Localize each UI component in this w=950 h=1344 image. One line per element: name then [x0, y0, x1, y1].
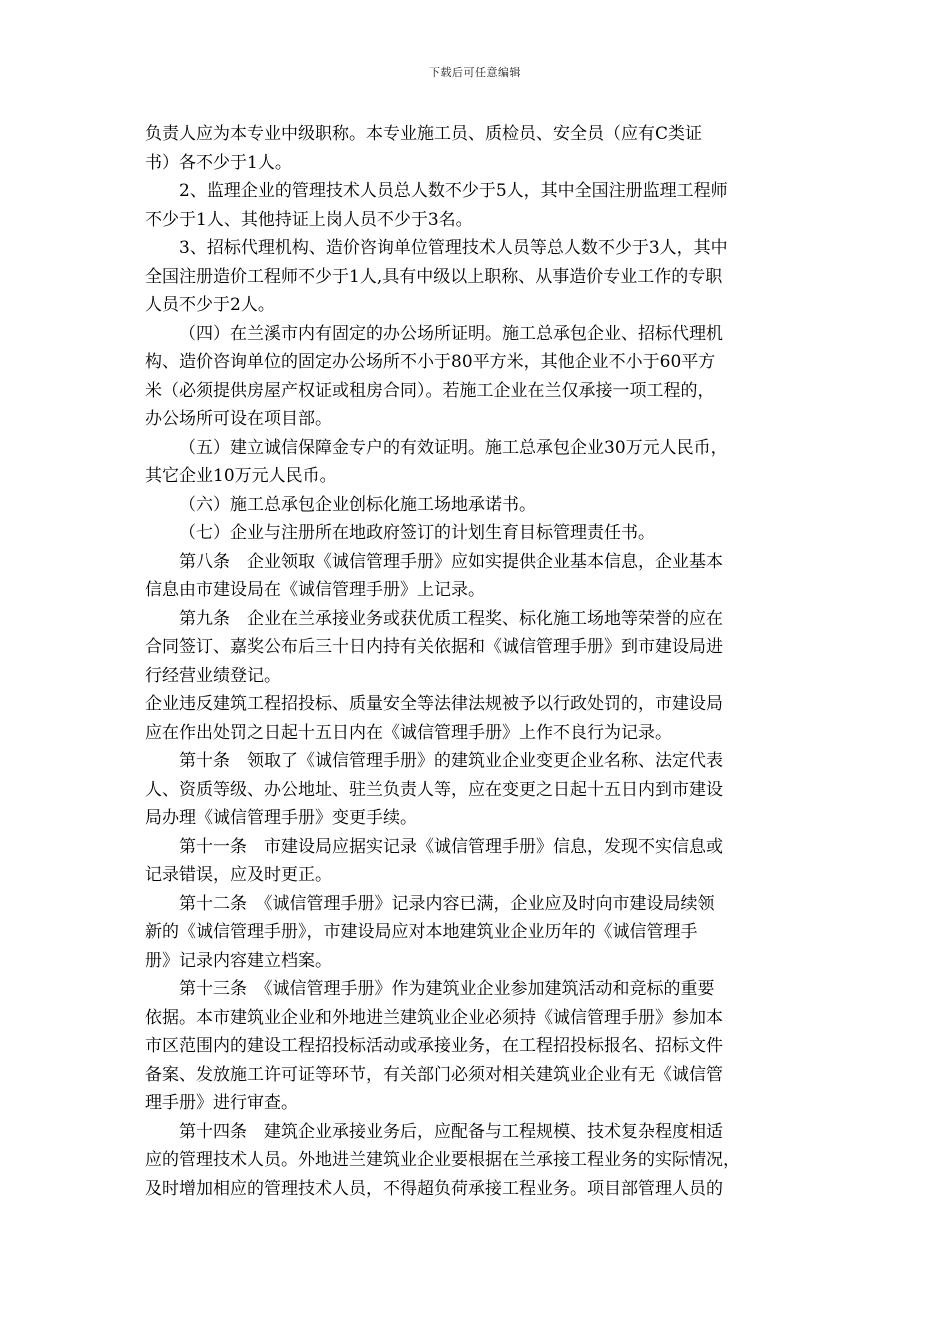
- text-line: 办公场所可设在项目部。: [145, 409, 332, 429]
- text-line: 第十四条 建筑企业承接业务后，应配备与工程规模、技术复杂程度相适: [179, 1121, 723, 1142]
- text-line: 第八条 企业领取《诚信管理手册》应如实提供企业基本信息，企业基本: [179, 551, 723, 572]
- text-line: 全国注册造价工程师不少于1人,具有中级以上职称、从事造价专业工作的专职: [145, 266, 723, 287]
- text-line: 2、监理企业的管理技术人员总人数不少于5人，其中全国注册监理工程师: [179, 181, 728, 201]
- text-line: 第九条 企业在兰承接业务或获优质工程奖、标化施工场地等荣誉的应在: [179, 608, 723, 629]
- text-line: （七）企业与注册所在地政府签订的计划生育目标管理责任书。: [179, 523, 655, 543]
- text-line: 人员不少于2人。: [145, 295, 275, 315]
- document-body: [145, 120, 805, 1203]
- text-line: 及时增加相应的管理技术人员，不得超负荷承接工程业务。项目部管理人员的: [145, 1178, 723, 1199]
- text-line: 应在作出处罚之日起十五日内在《诚信管理手册》上作不良行为记录。: [145, 722, 672, 743]
- text-line: 其它企业10万元人民币。: [145, 466, 337, 486]
- page-header-note: 下载后可任意编辑: [429, 66, 521, 79]
- text-line: 市区范围内的建设工程招投标活动或承接业务，在工程招投标报名、招标文件: [145, 1036, 723, 1056]
- text-line: 第十条 领取了《诚信管理手册》的建筑业企业变更企业名称、法定代表: [179, 751, 723, 771]
- text-line: （五）建立诚信保障金专户的有效证明。施工总承包企业30万元人民币，: [179, 437, 728, 458]
- text-line: 书）各不少于1人。: [145, 152, 292, 173]
- text-line: 米（必须提供房屋产权证或租房合同）。若施工企业在兰仅承接一项工程的，: [145, 380, 715, 401]
- text-line: （四）在兰溪市内有固定的办公场所证明。施工总承包企业、招标代理机: [179, 323, 723, 344]
- text-line: 企业违反建筑工程招投标、质量安全等法律法规被予以行政处罚的，市建设局: [145, 694, 723, 714]
- text-line: 信息由市建设局在《诚信管理手册》上记录。: [145, 580, 485, 600]
- text-line: 第十二条 《诚信管理手册》记录内容已满，企业应及时向市建设局续领: [179, 893, 715, 914]
- text-line: （六）施工总承包企业创标化施工场地承诺书。: [179, 494, 536, 515]
- text-line: 人、资质等级、办公地址、驻兰负责人等，应在变更之日起十五日内到市建设: [145, 779, 723, 800]
- text-line: 记录错误，应及时更正。: [145, 865, 332, 885]
- text-line: 新的《诚信管理手册》，市建设局应对本地建筑业企业历年的《诚信管理手: [145, 922, 698, 942]
- text-line: 3、招标代理机构、造价咨询单位管理技术人员等总人数不少于3人，其中: [179, 238, 728, 258]
- text-line: 局办理《诚信管理手册》变更手续。: [145, 808, 417, 828]
- text-line: 第十三条 《诚信管理手册》作为建筑业企业参加建筑活动和竞标的重要: [179, 979, 715, 999]
- text-line: 构、造价咨询单位的固定办公场所不小于80平方米，其他企业不小于60平方: [145, 352, 716, 372]
- text-line: 负责人应为本专业中级职称。本专业施工员、质检员、安全员（应有C类证: [145, 124, 703, 144]
- text-line: 依据。本市建筑业企业和外地进兰建筑业企业必须持《诚信管理手册》参加本: [145, 1007, 723, 1028]
- text-line: 册》记录内容建立档案。: [145, 950, 332, 971]
- text-line: 备案、发放施工许可证等环节，有关部门必须对相关建筑业企业有无《诚信管: [145, 1064, 723, 1085]
- text-line: 理手册》进行审查。: [145, 1093, 298, 1113]
- text-line: 合同签订、嘉奖公布后三十日内持有关依据和《诚信管理手册》到市建设局进: [145, 637, 723, 657]
- text-line: 不少于1人、其他持证上岗人员不少于3名。: [145, 209, 473, 230]
- text-line: 第十一条 市建设局应据实记录《诚信管理手册》信息，发现不实信息或: [179, 836, 723, 857]
- text-line: 应的管理技术人员。外地进兰建筑业企业要根据在兰承接工程业务的实际情况，: [145, 1150, 740, 1170]
- text-line: 行经营业绩登记。: [145, 665, 281, 686]
